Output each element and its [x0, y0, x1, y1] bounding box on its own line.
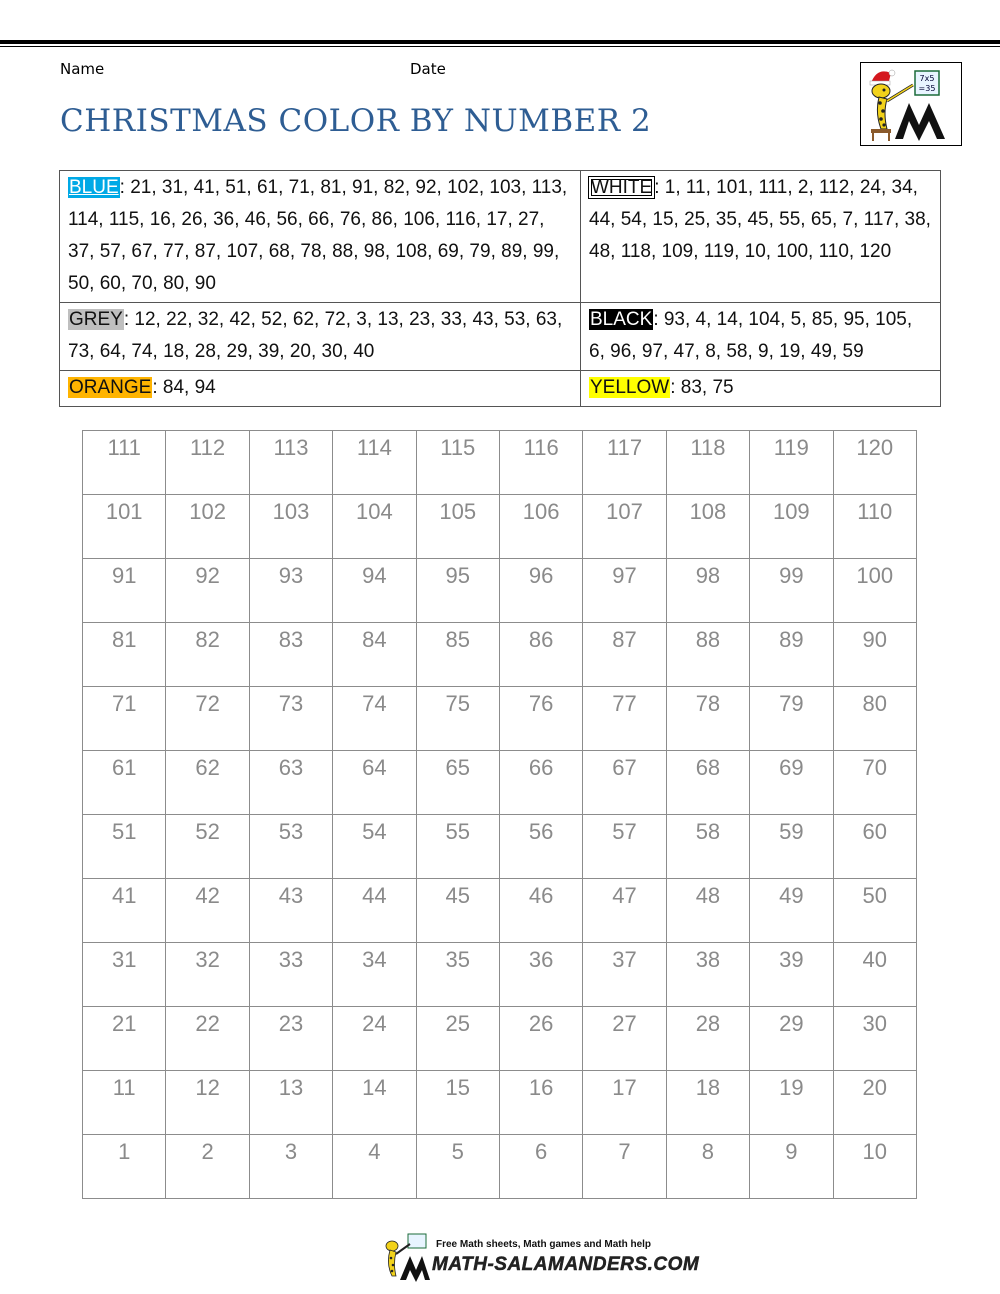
- color-key-table: [59, 170, 941, 407]
- grid-cell: 11: [83, 1071, 166, 1135]
- grey-swatch: GREY: [69, 309, 123, 330]
- grid-cell: 61: [83, 751, 166, 815]
- logo: [860, 62, 962, 146]
- grid-cell: 84: [333, 623, 416, 687]
- grid-cell: 118: [666, 431, 749, 495]
- grid-cell: 112: [166, 431, 249, 495]
- grid-cell: 98: [666, 559, 749, 623]
- grid-cell: 93: [249, 559, 332, 623]
- grid-cell: 35: [416, 943, 499, 1007]
- grid-cell: 100: [833, 559, 916, 623]
- footer-site-name[interactable]: MATH-SALAMANDERS.COM: [432, 1254, 700, 1275]
- grid-row: [83, 1007, 917, 1071]
- key-cell-orange: [60, 371, 581, 407]
- grid-cell: 87: [583, 623, 666, 687]
- yellow-swatch: YELLOW: [590, 377, 670, 398]
- grid-cell: 52: [166, 815, 249, 879]
- grid-cell: 71: [83, 687, 166, 751]
- grid-cell: 81: [83, 623, 166, 687]
- black-numbers: : 93, 4, 14, 104, 5, 85, 95, 105, 6, 96, 97, 47, 8, 58, 9, 19, 49, 59: [589, 309, 913, 362]
- grid-cell: 55: [416, 815, 499, 879]
- grid-cell: 22: [166, 1007, 249, 1071]
- grid-cell: 13: [249, 1071, 332, 1135]
- grid-cell: 27: [583, 1007, 666, 1071]
- grid-cell: 36: [499, 943, 582, 1007]
- grid-cell: 58: [666, 815, 749, 879]
- grid-cell: 82: [166, 623, 249, 687]
- grid-cell: 41: [83, 879, 166, 943]
- grid-cell: 97: [583, 559, 666, 623]
- grid-cell: 17: [583, 1071, 666, 1135]
- grid-cell: 86: [499, 623, 582, 687]
- grid-cell: 49: [750, 879, 833, 943]
- logo-badge-line2: =35: [918, 84, 936, 93]
- grid-cell: 51: [83, 815, 166, 879]
- grid-cell: 14: [333, 1071, 416, 1135]
- grid-cell: 67: [583, 751, 666, 815]
- grid-row: [83, 687, 917, 751]
- grid-cell: 18: [666, 1071, 749, 1135]
- grid-row: [83, 751, 917, 815]
- grid-cell: 12: [166, 1071, 249, 1135]
- blue-swatch: BLUE: [69, 177, 119, 198]
- grid-cell: 8: [666, 1135, 749, 1199]
- grid-cell: 75: [416, 687, 499, 751]
- top-rule: [0, 40, 1000, 44]
- grid-cell: 5: [416, 1135, 499, 1199]
- date-label: Date: [410, 60, 446, 78]
- grid-cell: 101: [83, 495, 166, 559]
- grid-cell: 68: [666, 751, 749, 815]
- salamander-mascot-icon: [861, 63, 961, 145]
- grid-row: [83, 879, 917, 943]
- white-swatch: WHITE: [591, 177, 653, 198]
- grid-cell: 109: [750, 495, 833, 559]
- grid-cell: 62: [166, 751, 249, 815]
- grid-cell: 117: [583, 431, 666, 495]
- grid-cell: 43: [249, 879, 332, 943]
- grid-cell: 73: [249, 687, 332, 751]
- grid-cell: 50: [833, 879, 916, 943]
- grid-row: [83, 559, 917, 623]
- grid-cell: 46: [499, 879, 582, 943]
- grid-cell: 54: [333, 815, 416, 879]
- page-title: CHRISTMAS COLOR BY NUMBER 2: [60, 103, 652, 139]
- grid-cell: 107: [583, 495, 666, 559]
- grid-cell: 15: [416, 1071, 499, 1135]
- grid-cell: 37: [583, 943, 666, 1007]
- grid-cell: 65: [416, 751, 499, 815]
- grid-cell: 76: [499, 687, 582, 751]
- grid-cell: 21: [83, 1007, 166, 1071]
- grid-cell: 70: [833, 751, 916, 815]
- key-cell-black: [581, 303, 941, 371]
- grid-cell: 99: [750, 559, 833, 623]
- grid-cell: 30: [833, 1007, 916, 1071]
- grid-cell: 102: [166, 495, 249, 559]
- grid-cell: 116: [499, 431, 582, 495]
- grid-row: [83, 623, 917, 687]
- grid-cell: 78: [666, 687, 749, 751]
- grid-cell: 48: [666, 879, 749, 943]
- grid-cell: 23: [249, 1007, 332, 1071]
- orange-numbers: : 84, 94: [152, 377, 216, 398]
- grey-numbers: : 12, 22, 32, 42, 52, 62, 72, 3, 13, 23, 33, 43, 53, 63, 73, 64, 74, 18, 28, 29, 39, 20, 30, 40: [68, 309, 563, 362]
- grid-cell: 57: [583, 815, 666, 879]
- grid-cell: 119: [750, 431, 833, 495]
- grid-cell: 42: [166, 879, 249, 943]
- grid-cell: 66: [499, 751, 582, 815]
- grid-cell: 1: [83, 1135, 166, 1199]
- grid-cell: 89: [750, 623, 833, 687]
- grid-cell: 9: [750, 1135, 833, 1199]
- grid-cell: 72: [166, 687, 249, 751]
- grid-row: [83, 1135, 917, 1199]
- grid-cell: 28: [666, 1007, 749, 1071]
- black-swatch: BLACK: [590, 309, 653, 330]
- grid-cell: 19: [750, 1071, 833, 1135]
- grid-cell: 29: [750, 1007, 833, 1071]
- logo-badge-line1: 7x5: [919, 74, 935, 83]
- key-cell-blue: [60, 171, 581, 303]
- key-cell-yellow: [581, 371, 941, 407]
- grid-cell: 7: [583, 1135, 666, 1199]
- grid-cell: 91: [83, 559, 166, 623]
- grid-cell: 110: [833, 495, 916, 559]
- grid-cell: 103: [249, 495, 332, 559]
- grid-cell: 104: [333, 495, 416, 559]
- grid-cell: 79: [750, 687, 833, 751]
- grid-cell: 113: [249, 431, 332, 495]
- grid-cell: 10: [833, 1135, 916, 1199]
- grid-cell: 74: [333, 687, 416, 751]
- grid-row: [83, 1071, 917, 1135]
- grid-cell: 120: [833, 431, 916, 495]
- grid-cell: 80: [833, 687, 916, 751]
- grid-cell: 25: [416, 1007, 499, 1071]
- grid-cell: 44: [333, 879, 416, 943]
- grid-cell: 16: [499, 1071, 582, 1135]
- grid-cell: 111: [83, 431, 166, 495]
- grid-cell: 92: [166, 559, 249, 623]
- grid-cell: 60: [833, 815, 916, 879]
- grid-cell: 64: [333, 751, 416, 815]
- grid-cell: 3: [249, 1135, 332, 1199]
- grid-cell: 69: [750, 751, 833, 815]
- white-numbers: : 1, 11, 101, 111, 2, 112, 24, 34, 44, 54, 15, 25, 35, 45, 55, 65, 7, 117, 38, 48, 118, 109, 119, 10, 100, 110, 120: [589, 177, 931, 262]
- grid-cell: 105: [416, 495, 499, 559]
- grid-cell: 85: [416, 623, 499, 687]
- grid-cell: 95: [416, 559, 499, 623]
- name-label: Name: [60, 60, 105, 78]
- grid-cell: 114: [333, 431, 416, 495]
- grid-cell: 53: [249, 815, 332, 879]
- grid-cell: 26: [499, 1007, 582, 1071]
- grid-row: [83, 495, 917, 559]
- blue-numbers: : 21, 31, 41, 51, 61, 71, 81, 91, 82, 92, 102, 103, 113, 114, 115, 16, 26, 36, 46, 56, 66, 76, 86, 106, 116, 17, 27, 37, 57, 67, 77, 87, 107, 68, 78, 88, 98, 108, 69, 79, 89, 99, 50, 60, 70, 80, 90: [68, 177, 568, 294]
- grid-cell: 96: [499, 559, 582, 623]
- grid-cell: 2: [166, 1135, 249, 1199]
- key-cell-grey: [60, 303, 581, 371]
- footer-tagline: Free Math sheets, Math games and Math help: [436, 1239, 652, 1250]
- grid-row: [83, 431, 917, 495]
- grid-cell: 63: [249, 751, 332, 815]
- key-cell-white: [581, 171, 941, 303]
- grid-cell: 115: [416, 431, 499, 495]
- footer-logo: [380, 1230, 700, 1282]
- grid-cell: 33: [249, 943, 332, 1007]
- top-rule-thin: [0, 46, 1000, 47]
- grid-cell: 31: [83, 943, 166, 1007]
- grid-cell: 88: [666, 623, 749, 687]
- orange-swatch: ORANGE: [69, 377, 152, 398]
- grid-cell: 24: [333, 1007, 416, 1071]
- grid-cell: 45: [416, 879, 499, 943]
- grid-cell: 108: [666, 495, 749, 559]
- grid-cell: 56: [499, 815, 582, 879]
- grid-row: [83, 943, 917, 1007]
- grid-cell: 40: [833, 943, 916, 1007]
- grid-cell: 59: [750, 815, 833, 879]
- number-grid: [82, 430, 917, 1199]
- grid-cell: 77: [583, 687, 666, 751]
- grid-cell: 83: [249, 623, 332, 687]
- grid-cell: 106: [499, 495, 582, 559]
- yellow-numbers: : 83, 75: [670, 377, 734, 398]
- grid-cell: 47: [583, 879, 666, 943]
- footer-salamander-icon: [380, 1230, 430, 1282]
- grid-cell: 94: [333, 559, 416, 623]
- grid-cell: 38: [666, 943, 749, 1007]
- grid-cell: 90: [833, 623, 916, 687]
- grid-cell: 20: [833, 1071, 916, 1135]
- grid-cell: 6: [499, 1135, 582, 1199]
- grid-cell: 32: [166, 943, 249, 1007]
- grid-cell: 39: [750, 943, 833, 1007]
- grid-cell: 4: [333, 1135, 416, 1199]
- grid-row: [83, 815, 917, 879]
- grid-cell: 34: [333, 943, 416, 1007]
